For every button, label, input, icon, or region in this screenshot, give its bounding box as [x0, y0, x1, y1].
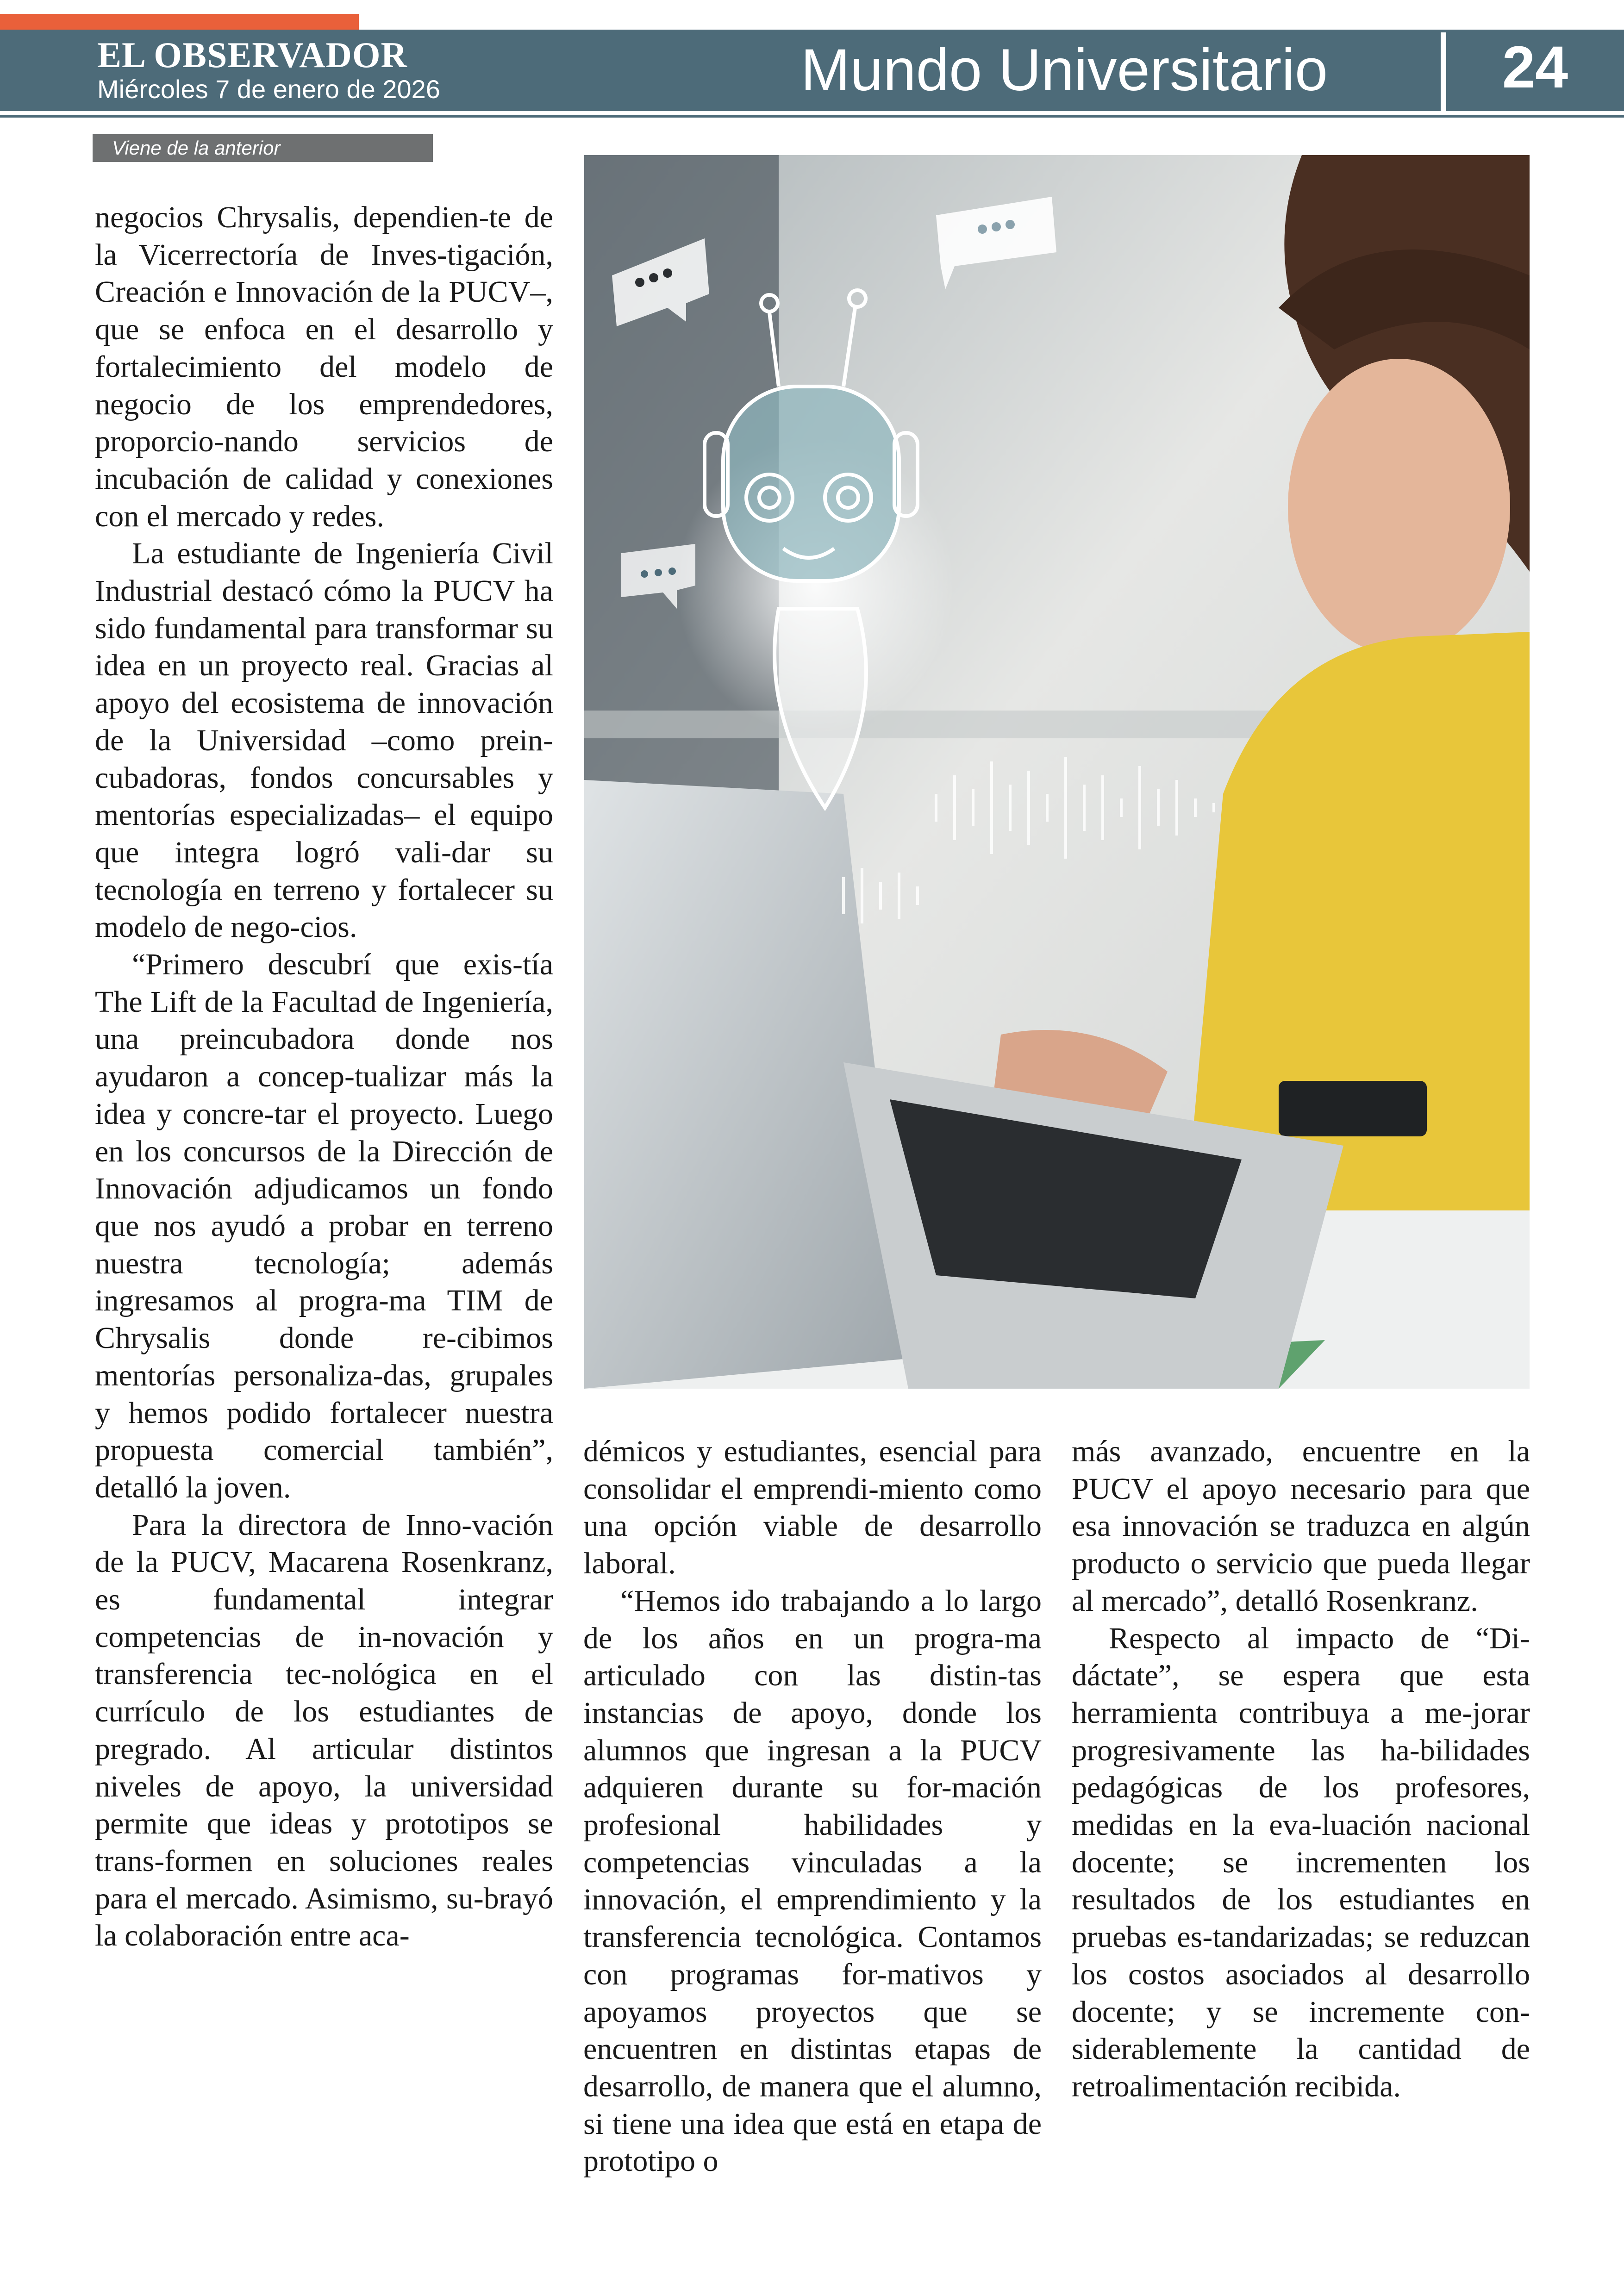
- issue-date: Miércoles 7 de enero de 2026: [97, 75, 440, 104]
- continued-label: Viene de la anterior: [93, 134, 433, 162]
- paragraph: más avanzado, encuentre en la PUCV el apoyo necesario para que esa innovación se traduzca en algún producto o servicio que pueda llegar al mercado”, detalló Rosenkranz.: [1072, 1434, 1530, 1618]
- paragraph: negocios Chrysalis, dependien-te de la Vicerrectoría de Inves-tigación, Creación e Innovación de la PUCV–, que se enfoca en el desarrollo y fortalecimiento del modelo de negocio de los emprendedores, proporcio-nando servicios de incubación de calidad y conexiones con el mercado y redes.: [95, 200, 553, 533]
- section-title: Mundo Universitario: [800, 37, 1328, 103]
- article-photo: [584, 155, 1530, 1389]
- article-column-3: [1072, 1433, 1530, 2106]
- paragraph: Para la directora de Inno-vación de la PUCV, Macarena Rosenkranz, es fundamental integrar competencias de in-novación y transferencia tec-nológica en el currículo de los estudiantes de pregrado. Al articular distintos niveles de apoyo, la universidad permite que ideas y prototipos se trans-formen en soluciones reales para el mercado. Asimismo, su-brayó la colaboración entre aca-: [95, 1508, 553, 1953]
- article-column-1: [95, 199, 553, 1955]
- page-number: 24: [1502, 34, 1568, 100]
- header-divider: [1441, 32, 1446, 111]
- paragraph: La estudiante de Ingeniería Civil Industrial destacó cómo la PUCV ha sido fundamental para transformar su idea en un proyecto real. Gracias al apoyo del ecosistema de innovación de la Universidad –como prein-cubadoras, fondos concursables y mentorías especializadas– el equipo que integra logró vali-dar su tecnología en terreno y fortalecer su modelo de nego-cios.: [95, 536, 553, 944]
- paragraph: “Hemos ido trabajando a lo largo de los años en un progra-ma articulado con las distin-tas instancias de apoyo, donde los alumnos que ingresan a la PUCV adquieren durante su for-mación profesional habilidades y competencias vinculadas a la innovación, el emprendimiento y la transferencia tecnológica. Contamos con programas for-mativos y apoyamos proyectos que se encuentren en distintas etapas de desarrollo, de manera que el alumno, si tiene una idea que está en etapa de prototipo o: [583, 1584, 1042, 2178]
- article-column-2: [583, 1433, 1042, 2180]
- paragraph: “Primero descubrí que exis-tía The Lift de la Facultad de Ingeniería, una preincubadora donde nos ayudaron a concep-tualizar más la idea y concre-tar el proyecto. Luego en los concursos de la Dirección de Innovación adjudicamos un fondo que nos ayudó a probar en terreno nuestra tecnología; además ingresamos al progra-ma TIM de Chrysalis donde re-cibimos mentorías personaliza-das, grupales y hemos podido fortalecer nuestra propuesta comercial también”, detalló la joven.: [95, 948, 553, 1504]
- newspaper-brand: EL OBSERVADOR: [97, 35, 407, 75]
- paragraph: Respecto al impacto de “Di-dáctate”, se espera que esta herramienta contribuya a me-jorar progresivamente las ha-bilidades pedagógicas de los profesores, medidas en la eva-luación nacional docente; se incrementen los resultados de los estudiantes en pruebas es-tandarizadas; se reduzcan los costos asociados al desarrollo docente; y se incremente con-siderablemente la cantidad de retroalimentación recibida.: [1072, 1621, 1530, 2103]
- paragraph: démicos y estudiantes, esencial para consolidar el emprendi-miento como una opción viable de desarrollo laboral.: [583, 1434, 1042, 1581]
- header-rule-bottom: [0, 115, 1624, 118]
